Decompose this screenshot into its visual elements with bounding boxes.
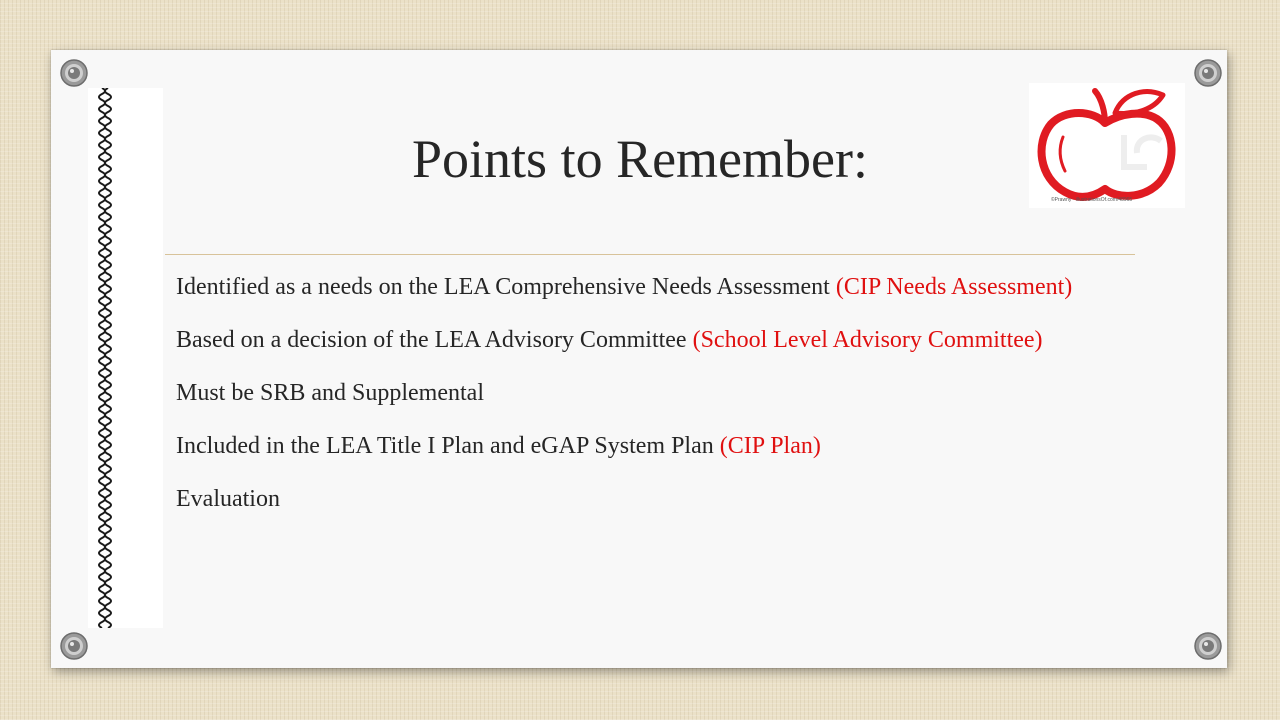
list-item — [176, 270, 1121, 304]
grommet-icon — [59, 58, 89, 88]
list-item — [176, 323, 1121, 357]
grommet-icon — [1193, 631, 1223, 661]
bullet-highlight: (CIP Needs Assessment) — [835, 274, 1073, 300]
bullet-text: Included in the LEA Title I Plan and eGAP System Plan — [176, 433, 720, 459]
list-item — [176, 376, 1121, 410]
bullet-text: Identified as a needs on the LEA Comprehensive Needs Assessment — [176, 274, 836, 300]
bullet-text: Must be SRB and Supplemental — [176, 380, 484, 406]
title-divider — [165, 254, 1135, 255]
logo-credit: ©Prawny · illustrationsOf.com/48965 — [1051, 197, 1133, 203]
apple-icon — [1029, 83, 1185, 208]
bullet-text: Evaluation — [176, 486, 280, 512]
bullet-highlight: (School Level Advisory Committee) — [692, 327, 1043, 353]
binding-wave-line — [105, 88, 111, 628]
grommet-icon — [59, 631, 89, 661]
list-item — [176, 429, 1121, 463]
wavy-binding-decoration — [88, 88, 163, 628]
list-item — [176, 482, 1121, 516]
slide-title: Points to Remember: — [412, 129, 868, 189]
grommet-icon — [1193, 58, 1223, 88]
bullet-text: Based on a decision of the LEA Advisory Committee — [176, 327, 693, 353]
bullet-highlight: (CIP Plan) — [719, 433, 821, 459]
apple-logo — [1029, 83, 1185, 208]
bullet-list — [176, 270, 1121, 535]
